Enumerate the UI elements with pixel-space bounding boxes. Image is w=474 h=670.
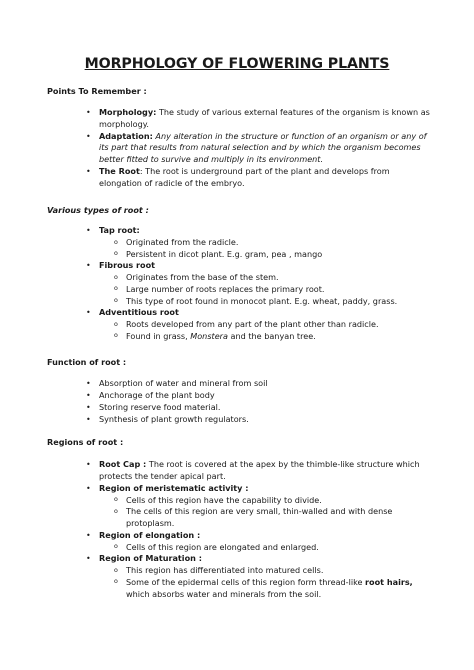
regions-heading: Regions of root : [47, 437, 124, 447]
types-heading: Various types of root : [47, 205, 149, 215]
list-item [99, 553, 435, 565]
sub-item: o Persistent in dicot plant. E.g. gram, pea , mango [126, 249, 436, 261]
definition: The study of various external features of the organism is known as morphology. [99, 107, 430, 129]
definition: Any alteration in the structure or function of an organism or any of its part that results from natural selection and by which the organism becomes better fitted to survive and multiply in its environment. [99, 130, 427, 164]
sub-item: o Large number of roots replaces the primary root. [126, 284, 436, 296]
list-item: • Synthesis of plant growth regulators. [99, 414, 435, 426]
term: Region of meristematic activity : [99, 482, 249, 493]
points-list [0, 107, 474, 190]
list-item [99, 131, 435, 166]
sub-item: o Found in grass, Monstera and the banyan tree. [126, 331, 436, 343]
definition: The root is covered at the apex by the thimble-like structure which protects the tender apical part. [99, 459, 420, 481]
sub-item: o Roots developed from any part of the plant other than radicle. [126, 319, 436, 331]
term: Morphology: [99, 107, 157, 117]
term: Region of elongation : [99, 529, 201, 540]
sub-item: o Originated from the radicle. [126, 237, 436, 249]
term: The Root [99, 165, 140, 176]
definition: : The root is underground part of the plant and develops from elongation of radicle of the embryo. [99, 165, 390, 188]
types-list [0, 225, 474, 342]
sub-item: o The cells of this region are very small, thin-walled and with dense protoplasm. [126, 506, 436, 529]
term: Root Cap : [99, 459, 147, 469]
list-item: • Storing reserve food material. [99, 402, 435, 414]
sub-item: o Originates from the base of the stem. [126, 272, 436, 284]
sub-item: o Some of the epidermal cells of this region form thread-like root hairs, which absorbs water and minerals from the soil. [126, 577, 436, 600]
list-item [99, 166, 435, 189]
list-item [99, 459, 435, 482]
term: Adaptation: [99, 130, 153, 141]
term: Region of Maturation : [99, 553, 202, 564]
page-title: MORPHOLOGY OF FLOWERING PLANTS [84, 56, 390, 72]
sub-item: o This type of root found in monocot plant. E.g. wheat, paddy, grass. [126, 296, 436, 308]
function-heading: Function of root : [47, 357, 127, 367]
points-heading: Points To Remember : [47, 86, 147, 96]
list-item [99, 260, 435, 272]
function-list [0, 378, 474, 426]
sub-item: o Cells of this region are elongated and enlarged. [126, 542, 436, 554]
term: Adventitious root [99, 307, 179, 318]
sub-item: o This region has differentiated into matured cells. [126, 565, 436, 577]
list-item [99, 107, 435, 130]
list-item: • Absorption of water and mineral from soil [99, 378, 435, 390]
term: Tap root: [99, 225, 140, 235]
list-item [99, 483, 435, 495]
list-item [99, 225, 435, 237]
sub-item: o Cells of this region have the capability to divide. [126, 495, 436, 507]
term: Fibrous root [99, 260, 156, 271]
list-item [99, 530, 435, 542]
list-item [99, 307, 435, 319]
list-item: • Anchorage of the plant body [99, 390, 435, 402]
regions-list [0, 459, 474, 600]
